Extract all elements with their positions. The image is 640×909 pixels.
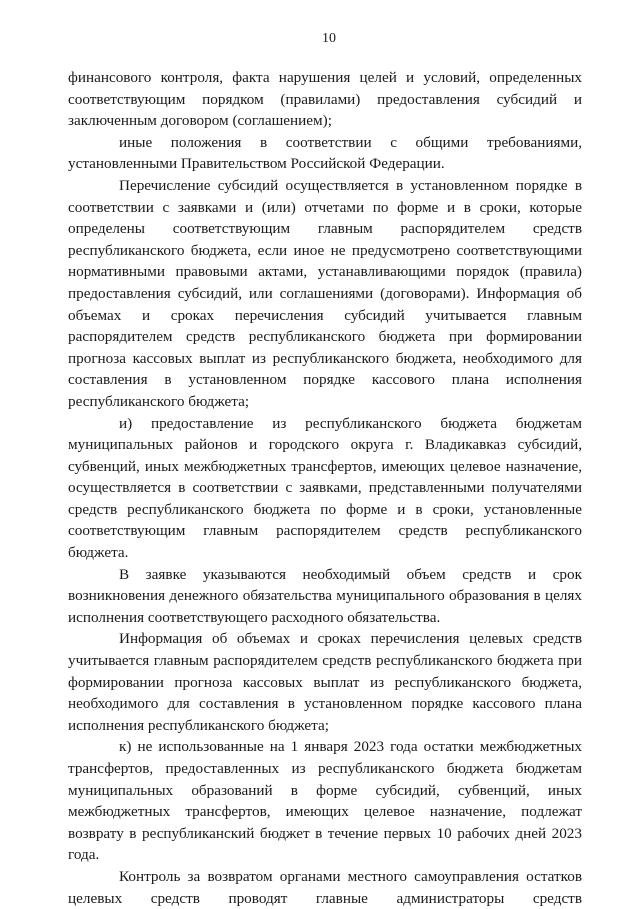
paragraph: Контроль за возвратом органами местного самоуправления остатков целевых средств проводят главные администраторы средств [68,867,582,907]
paragraph: и) предоставление из республиканского бюджета бюджетам муниципальных районов и городского округа г. Владикавказ субсидий, субвенций, иных межбюджетных трансфертов, имеющих целевое назначение, осуществляется в соответствии с заявками, представленными получателями средств республиканского бюджета по форме и в сроки, установленные соответствующим главным распорядителем средств республиканского бюджета. [68,414,582,562]
document-page [68,30,582,909]
paragraph: В заявке указываются необходимый объем средств и срок возникновения денежного обязательства муниципального образования в целях исполнения соответствующего расходного обязательства. [68,565,582,626]
page-number: 10 [322,31,336,46]
document-body [68,67,582,909]
paragraph: Перечисление субсидий осуществляется в установленном порядке в соответствии с заявками и (или) отчетами по форме и в сроки, которые определены соответствующим главным распорядителем средств республиканского бюджета, если иное не предусмотрено соответствующими нормативными правовыми актами, устанавливающими порядок (правила) предоставления субсидий, или соглашениями (договорами). Информация об объемах и сроках перечисления субсидий учитывается главным распорядителем средств республиканского бюджета при формировании прогноза кассовых выплат из республиканского бюджета, необходимого для составления в установленном порядке кассового плана исполнения республиканского бюджета; [68,176,582,410]
paragraph: к) не использованные на 1 января 2023 года остатки межбюджетных трансфертов, предоставленных из республиканского бюджета бюджетам муниципальных образований в форме субсидий, субвенций, иных межбюджетных трансфертов, имеющих целевое назначение, подлежат возврату в республиканский бюджет в течение первых 10 рабочих дней 2023 года. [68,738,582,864]
paragraph: иные положения в соответствии с общими требованиями, установленными Правительством Российской Федерации. [68,133,582,173]
paragraph: финансового контроля, факта нарушения целей и условий, определенных соответствующим порядком (правилами) предоставления субсидий и заключенным договором (соглашением); [68,69,582,130]
paragraph: Информация об объемах и сроках перечисления целевых средств учитывается главным распорядителем средств республиканского бюджета при формировании прогноза кассовых выплат из республиканского бюджета, необходимого для составления в установленном порядке кассового плана исполнения республиканского бюджета; [68,630,582,734]
